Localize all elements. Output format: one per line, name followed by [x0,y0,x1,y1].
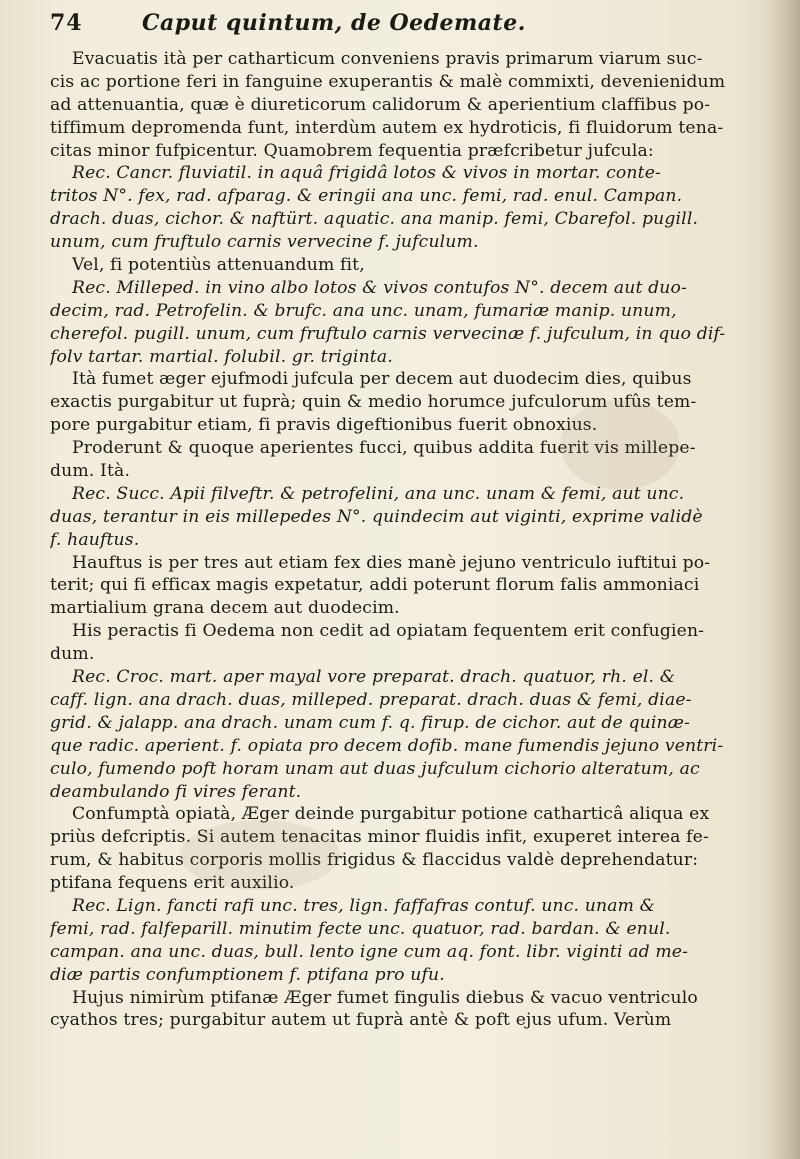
text-line: unum, cum fruftulo carnis vervecine f. jufculum. [50,232,479,253]
page-header [50,10,756,46]
text-line: rum, & habitus corporis mollis frigidus & flaccidus valdè deprehendatur: [50,850,699,871]
text-line: pore purgabitur etiam, fi pravis digeftionibus fuerit obnoxius. [50,415,598,436]
text-line: Ità fumet æger ejufmodi jufcula per decem aut duodecim dies, quibus [72,369,692,390]
text-line: tiffimum depromenda funt, interdùm autem ex hydroticis, fi fluidorum tena- [50,117,724,138]
text-line: femi, rad. falfeparill. minutim fecte unc. quatuor, rad. bardan. & enul. [50,918,671,939]
text-line: Confumptà opiatà, Æger deinde purgabitur potione catharticâ aliqua ex [72,804,710,825]
text-line: grid. & jalapp. ana drach. unam cum f. q. firup. de cichor. aut de quinæ- [50,712,690,733]
text-line: exactis purgabitur ut fuprà; quin & medio horumce jufculorum ufûs tem- [50,392,697,413]
text-line: Evacuatis ità per catharticum conveniens pravis primarum viarum suc- [72,49,703,69]
text-line: folv tartar. martial. folubil. gr. triginta. [50,346,393,367]
text-line: decim, rad. Petrofelin. & brufc. ana unc. unam, fumariæ manip. unum, [50,300,677,321]
page-number: 74 [50,10,83,36]
text-line: que radic. aperient. f. opiata pro decem dofib. mane fumendis jejuno ventri- [50,735,724,756]
text-line: drach. duas, cichor. & naftürt. aquatic. ana manip. femi, Cbarefol. pugill. [50,209,699,230]
text-line: Vel, fi potentiùs attenuandum fit, [72,255,365,276]
text-line: cyathos tres; purgabitur autem ut fuprà antè & poft ejus ufum. Verùm [50,1010,672,1031]
text-line: ad attenuantia, quæ è diureticorum calidorum & aperientium claffibus po- [50,94,711,115]
text-line: culo, fumendo poft horam unam aut duas jufculum cichorio alteratum, ac [50,758,700,779]
text-line: Hujus nimirùm ptifanæ Æger fumet fingulis diebus & vacuo ventriculo [72,987,698,1008]
text-line: caff. lign. ana drach. duas, milleped. preparat. drach. duas & femi, diae- [50,689,692,710]
text-line: priùs defcriptis. Si autem tenacitas minor fluidis infit, exuperet interea fe- [50,827,709,848]
text-line: dum. [50,644,95,665]
text-line: cherefol. pugill. unum, cum fruftulo carnis vervecinæ f. jufculum, in quo dif- [50,323,726,344]
text-line: dum. Ità. [50,461,131,482]
text-line: tritos N°. fex, rad. afparag. & eringii ana unc. femi, rad. enul. Campan. [50,186,683,207]
text-line: ptifana fequens erit auxilio. [50,873,295,894]
text-line: Hauftus is per tres aut etiam fex dies manè jejuno ventriculo iuftitui po- [72,552,711,573]
body-text [50,48,756,1032]
text-line: cis ac portione feri in fanguine exuperantis & malè commixti, devenienidum [50,71,726,92]
text-line: Proderunt & quoque aperientes fucci, quibus addita fuerit vis millepe- [72,438,696,459]
paper-stain [560,400,680,490]
text-line: deambulando fi vires ferant. [50,781,302,802]
text-line: Rec. Milleped. in vino albo lotos & vivos contufos N°. decem aut duo- [72,277,687,298]
text-line: citas minor fufpicentur. Quamobrem fequentia præfcribetur jufcula: [50,140,654,161]
text-line: Rec. Lign. fancti rafi unc. tres, lign. faffafras contuf. unc. unam & [72,895,656,916]
text-line: f. hauftus. [50,529,140,550]
text-line: Rec. Succ. Apii filveftr. & petrofelini, ana unc. unam & femi, aut unc. [72,483,685,504]
text-line: campan. ana unc. duas, bull. lento igne cum aq. font. libr. viginti ad me- [50,941,689,962]
text-line: terit; qui fi efficax magis expetatur, addi poterunt florum falis ammoniaci [50,575,700,596]
text-line: Rec. Croc. mart. aper mayal vore preparat. drach. quatuor, rh. el. & [72,667,676,688]
text-line: diæ partis confumptionem f. ptifana pro ufu. [50,964,445,985]
text-line: martialium grana decem aut duodecim. [50,598,400,619]
text-line: His peractis fi Oedema non cedit ad opiatam fequentem erit confugien- [72,621,705,642]
text-line: duas, terantur in eis millepedes N°. quindecim aut viginti, exprime validè [50,506,703,527]
text-line: Rec. Cancr. fluviatil. in aquâ frigidâ lotos & vivos in mortar. conte- [72,163,661,184]
page-gutter-shadow [766,0,800,1159]
paper-stain [180,820,340,890]
running-title: Caput quintum, de Oedemate. [142,10,526,36]
